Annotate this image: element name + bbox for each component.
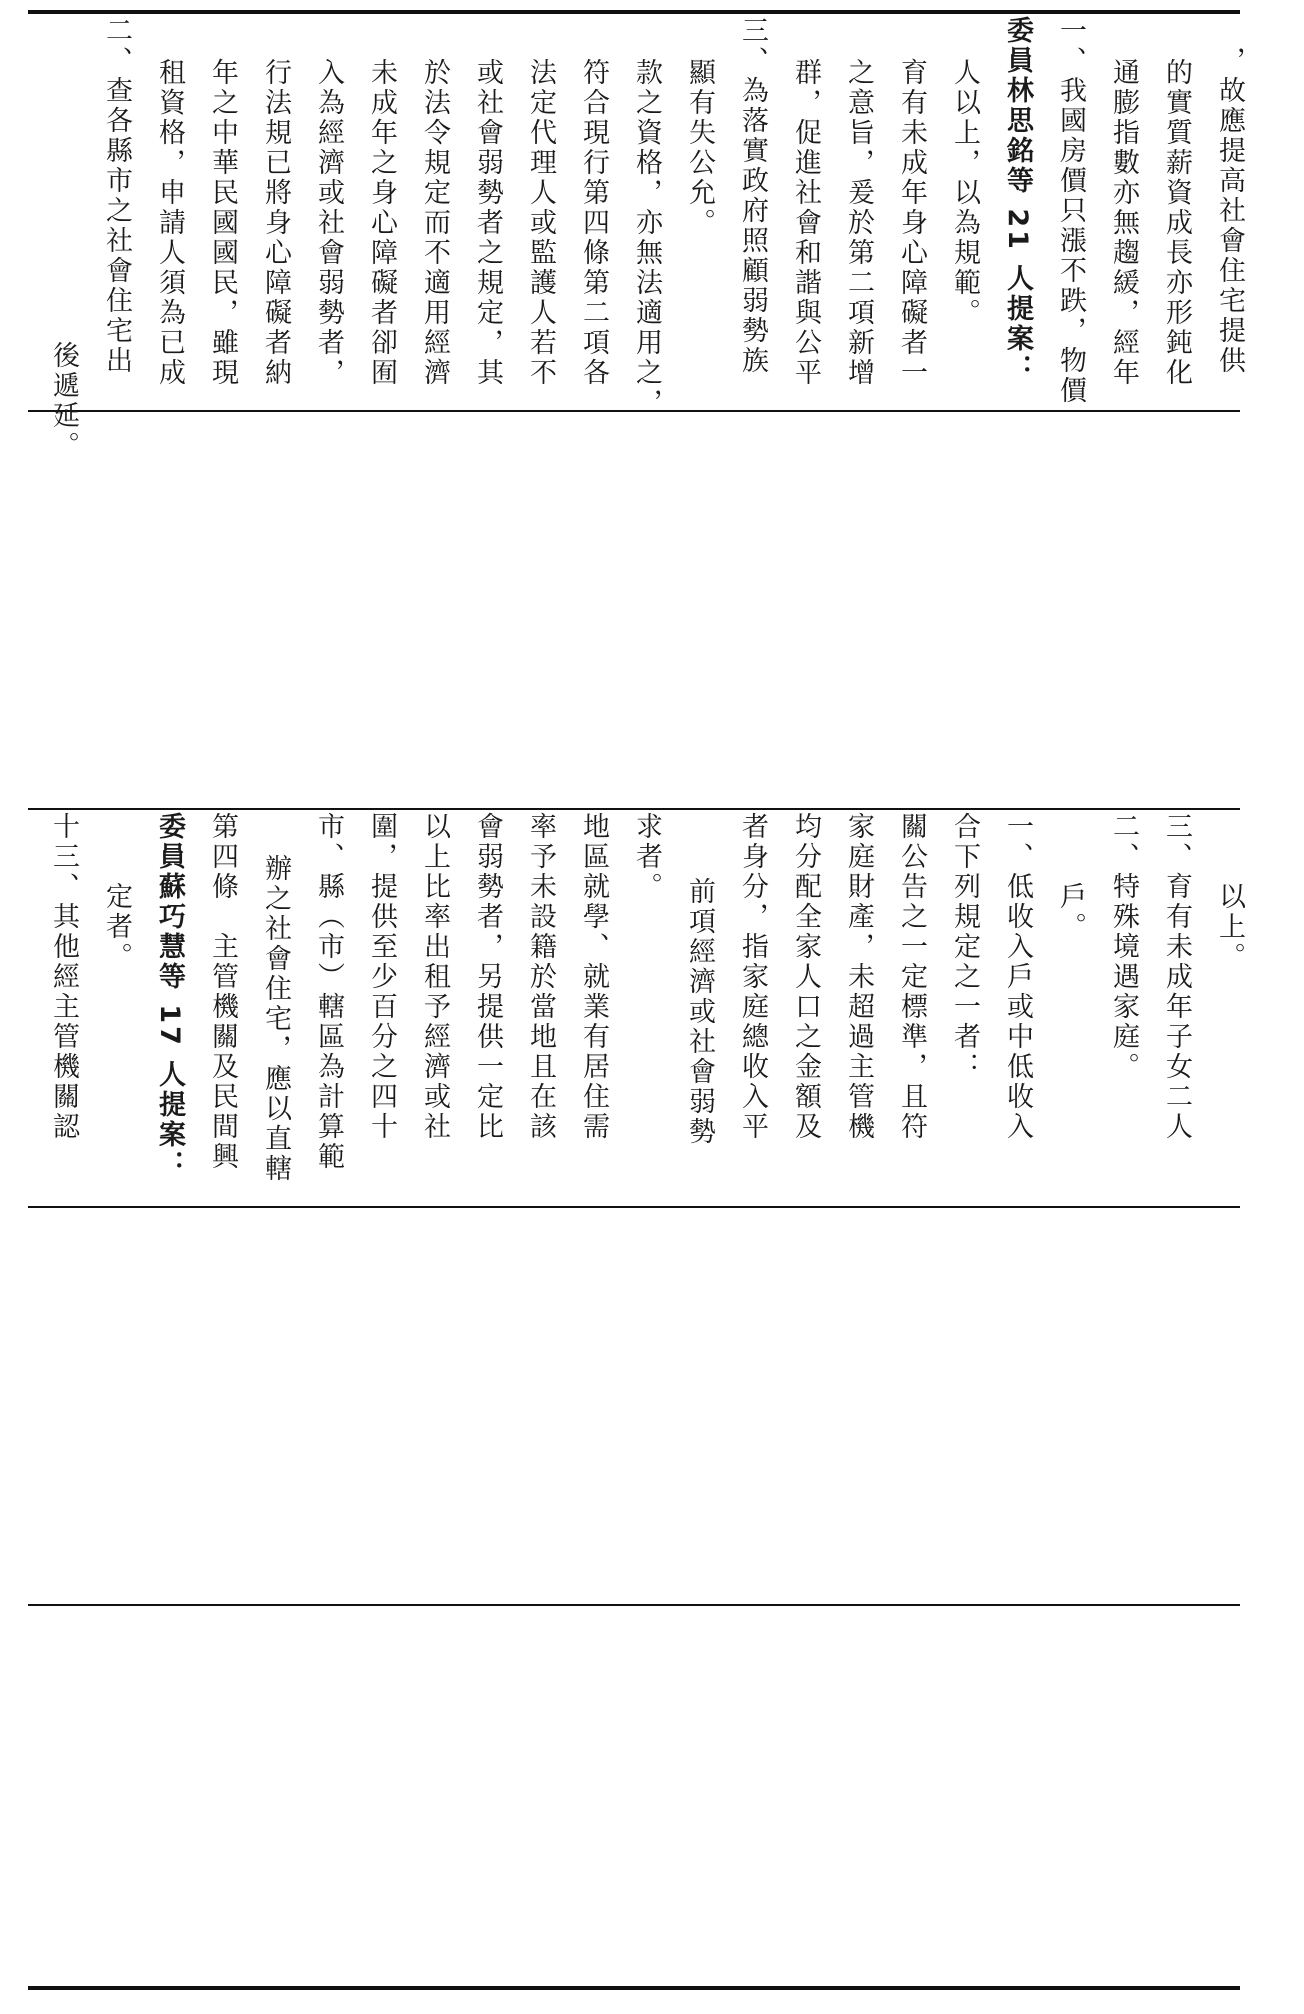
text-column: 顯有失公允。 [684,58,715,238]
text-column: 家庭財產，未超過主管機 [843,812,874,1142]
text-column: 者身分，指家庭總收入平 [737,812,768,1142]
text-column: 戶。 [1055,882,1086,942]
text-column: 後遞延。 [48,341,79,461]
text-column: 三、為落實政府照顧弱勢族 [737,16,768,376]
text-column: 育有未成年身心障礙者一 [896,58,927,388]
text-column: 以上。 [1214,882,1245,972]
text-column: ，故應提高社會住宅提供 [1214,46,1245,376]
text-column: 圍，提供至少百分之四十 [366,812,397,1142]
text-column: 三、育有未成年子女二人 [1161,812,1192,1142]
text-column: 求者。 [631,812,662,902]
text-column: 符合現行第四條第二項各 [578,58,609,388]
text-column: 市、縣（市）轄區為計算範 [313,812,344,1172]
text-column: 法定代理人或監護人若不 [525,58,556,388]
text-column: 會弱勢者，另提供一定比 [472,812,503,1142]
bottom-border-rule [28,1986,1240,1990]
text-column: 行法規已將身心障礙者納 [260,58,291,388]
text-column: 未成年之身心障礙者卻囿 [366,58,397,388]
text-column: 均分配全家人口之金額及 [790,812,821,1142]
text-column: 入為經濟或社會弱勢者， [313,58,344,388]
article-heading: 第四條 主管機關及民間興 [207,812,238,1172]
text-column: 之意旨，爰於第二項新增 [843,58,874,388]
top-text-band [28,16,1245,461]
text-column: 於法令規定而不適用經濟 [419,58,450,388]
text-column: 年之中華民國國民，雖現 [207,58,238,388]
text-column: 二、特殊境遇家庭。 [1108,812,1139,1082]
text-column: 二、查各縣市之社會住宅出 [101,16,132,376]
middle-text-band [28,812,1245,1204]
text-column: 前項經濟或社會弱勢 [684,877,715,1147]
text-column: 款之資格，亦無法適用之， [631,58,662,418]
text-column: 或社會弱勢者之規定，其 [472,58,503,388]
text-column: 人以上，以為規範。 [949,58,980,328]
text-column: 關公告之一定標準，且符 [896,812,927,1142]
proposal-heading: 委員林思銘等 21 人提案： [1002,16,1033,385]
top-border-rule [28,10,1240,14]
text-column: 一、我國房價只漲不跌，物價 [1055,16,1086,406]
text-column: 以上比率出租予經濟或社 [419,812,450,1142]
text-column: 的實質薪資成長亦形鈍化 [1161,58,1192,388]
text-column: 租資格，申請人須為已成 [154,58,185,388]
text-column: 辦之社會住宅，應以直轄 [260,854,291,1184]
text-column: 十三、其他經主管機關認 [48,812,79,1142]
text-column: 地區就學、就業有居住需 [578,812,609,1142]
text-column: 通膨指數亦無趨緩，經年 [1108,58,1139,388]
divider-rule-4 [28,1604,1240,1606]
text-column: 率予未設籍於當地且在該 [525,812,556,1142]
text-column: 一、低收入戶或中低收入 [1002,812,1033,1142]
text-column: 定者。 [101,882,132,972]
proposal-heading: 委員蘇巧慧等 17 人提案： [154,812,185,1181]
text-column: 群，促進社會和諧與公平 [790,58,821,388]
divider-rule-2 [28,808,1240,810]
text-column: 合下列規定之一者： [949,812,980,1082]
